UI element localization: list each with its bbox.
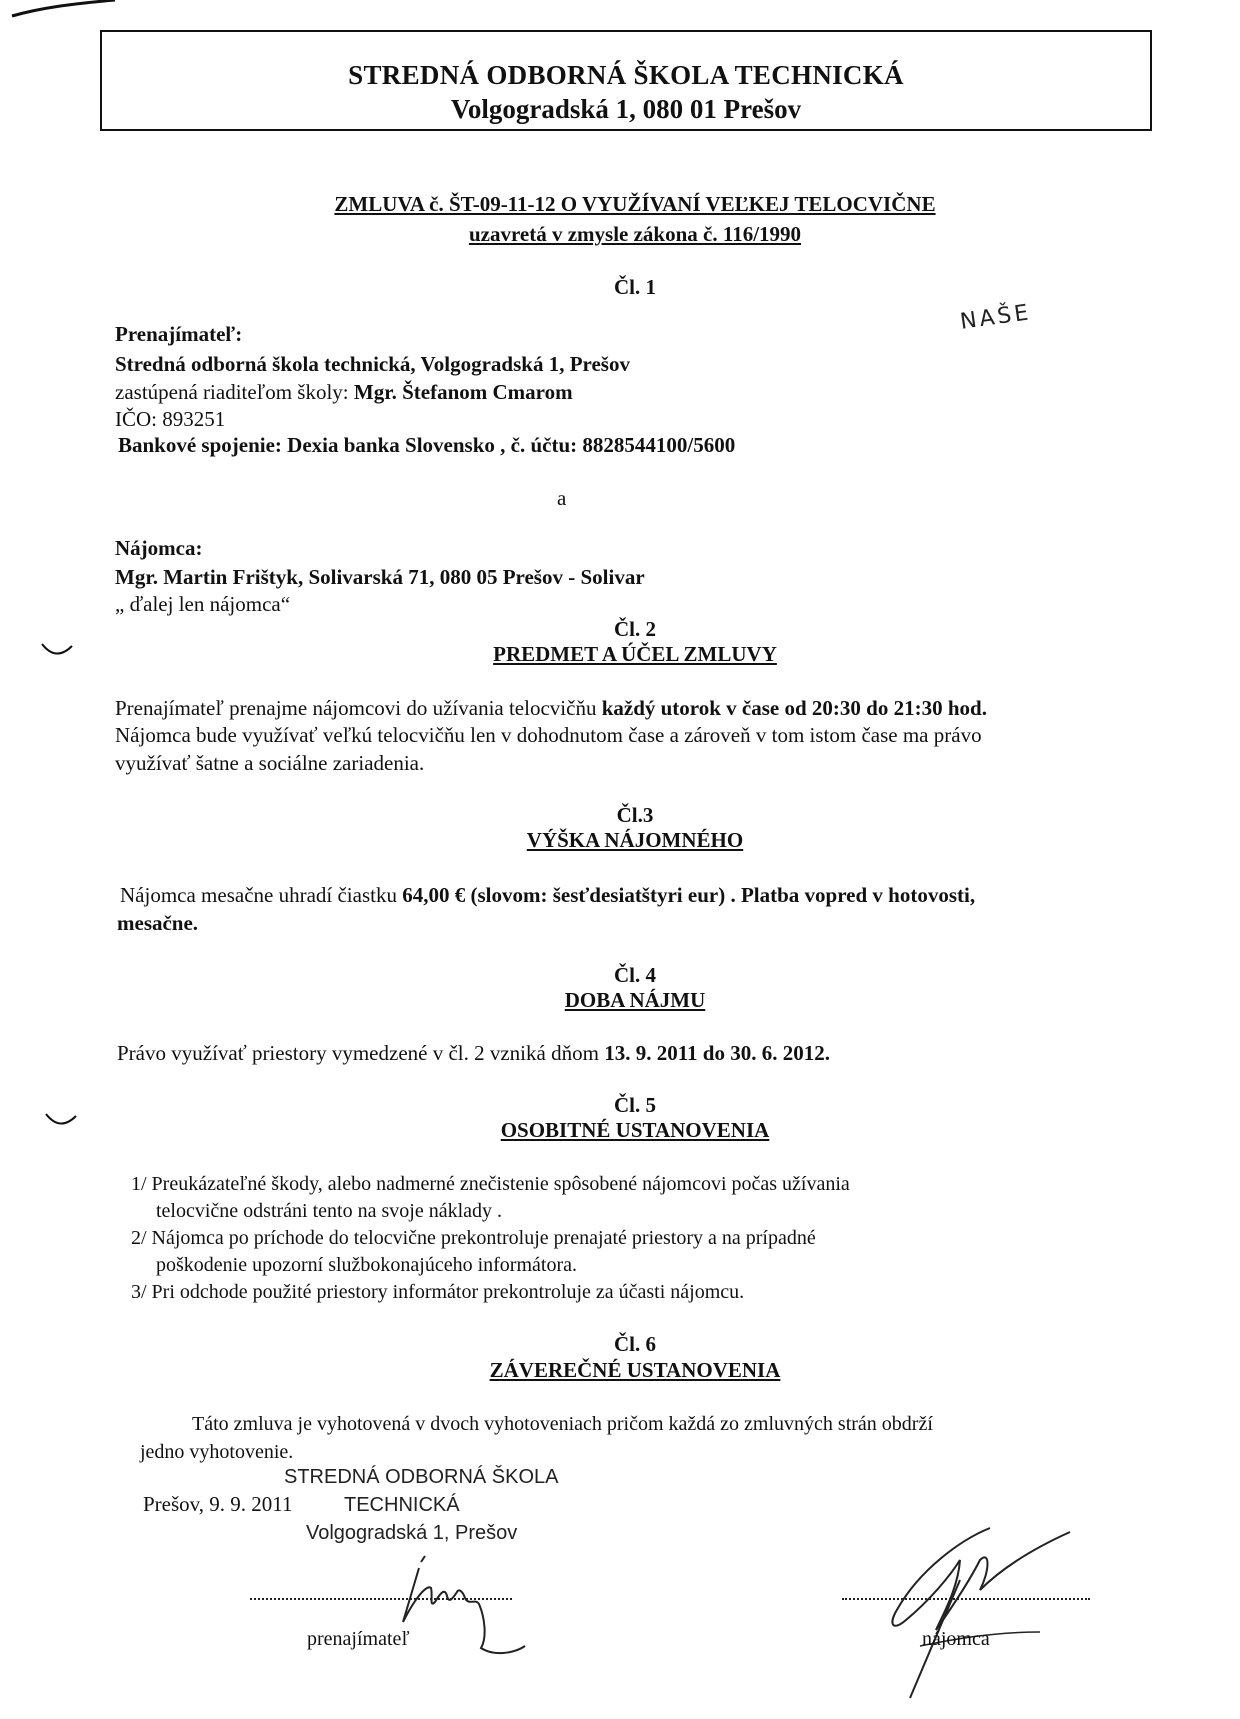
article1-heading: Čl. 1	[614, 275, 656, 299]
landlord-ico: IČO: 893251	[115, 407, 226, 431]
tenant-signature-line	[842, 1598, 1090, 1600]
article4-line1	[117, 1041, 830, 1066]
landlord-signature	[395, 1548, 545, 1658]
article5-item2-line2: poškodenie upozorní službokonajúceho informátora.	[156, 1254, 577, 1276]
article6-line2: jedno vyhotovenie.	[140, 1441, 294, 1463]
article4-line1-bold: 13. 9. 2011 do 30. 6. 2012.	[604, 1041, 830, 1065]
stamp-line1: STREDNÁ ODBORNÁ ŠKOLA	[284, 1466, 559, 1488]
landlord-name: Stredná odborná škola technická, Volgogradská 1, Prešov	[115, 352, 630, 376]
tenant-alias: „ ďalej len nájomca“	[115, 592, 291, 616]
article5-item1-line1: 1/ Preukázateľné škody, alebo nadmerné znečistenie spôsobené nájomcovi počas užívania	[131, 1173, 850, 1195]
article3-line1-text: Nájomca mesačne uhradí čiastku	[120, 883, 403, 907]
contract-subtitle: uzavretá v zmysle zákona č. 116/1990	[468, 222, 802, 246]
article2-line2: Nájomca bude využívať veľkú telocvičňu len v dohodnutom čase a zároveň v tom istom čase ma právo	[115, 723, 982, 747]
handwritten-note: NAŠE	[958, 300, 1033, 335]
represented-prefix: zastúpená riaditeľom školy:	[115, 380, 354, 404]
tenant-name: Mgr. Martin Frištyk, Solivarská 71, 080 05 Prešov - Solivar	[115, 565, 645, 589]
school-address: Volgogradská 1, 080 01 Prešov	[450, 94, 802, 124]
article2-line3: využívať šatne a sociálne zariadenia.	[115, 751, 425, 775]
article3-title: VÝŠKA NÁJOMNÉHO	[526, 828, 744, 852]
article3-line1	[120, 883, 975, 908]
stamp-line2: TECHNICKÁ	[344, 1494, 460, 1516]
article2-heading: Čl. 2	[614, 617, 656, 641]
scan-mark	[10, 0, 120, 20]
article5-heading: Čl. 5	[614, 1093, 656, 1117]
article3-line2: mesačne.	[117, 911, 199, 935]
contract-title: ZMLUVA č. ŠT-09-11-12 O VYUŽÍVANÍ VEĽKEJ TELOCVIČNE	[334, 192, 936, 216]
article5-item3: 3/ Pri odchode použité priestory informátor prekontroluje za účasti nájomcu.	[131, 1281, 745, 1303]
tenant-label: Nájomca:	[115, 536, 203, 560]
article3-line1-bold: 64,00 € (slovom: šesťdesiatštyri eur) . Platba vopred v hotovosti,	[402, 883, 976, 907]
article5-title: OSOBITNÉ USTANOVENIA	[500, 1118, 770, 1142]
place-date: Prešov, 9. 9. 2011	[143, 1492, 293, 1516]
article4-heading: Čl. 4	[614, 963, 656, 987]
landlord-bank: Bankové spojenie: Dexia banka Slovensko , č. účtu: 8828544100/5600	[118, 433, 736, 457]
stamp-line3: Volgogradská 1, Prešov	[306, 1522, 518, 1544]
tenant-caption: nájomca	[922, 1628, 990, 1650]
landlord-label: Prenajímateľ:	[115, 322, 243, 346]
represented-name: Mgr. Štefanom Cmarom	[353, 380, 573, 404]
landlord-represented	[115, 380, 573, 405]
tenant-signature	[840, 1520, 1080, 1700]
article2-line1	[115, 696, 987, 721]
article2-title: PREDMET A ÚČEL ZMLUVY	[493, 642, 777, 666]
article6-line1: Táto zmluva je vyhotovená v dvoch vyhotoveniach pričom každá zo zmluvných strán obdrží	[192, 1413, 933, 1435]
article4-line1-text: Právo využívať priestory vymedzené v čl. 2 vzniká dňom	[117, 1041, 605, 1065]
article2-line1-text: Prenajímateľ prenajme nájomcovi do užívania telocvičňu	[115, 696, 602, 720]
article4-title: DOBA NÁJMU	[564, 988, 706, 1012]
article2-line1-bold: každý utorok v čase od 20:30 do 21:30 hod.	[601, 696, 987, 720]
article6-title: ZÁVEREČNÉ USTANOVENIA	[489, 1358, 781, 1382]
article3-heading: Čl.3	[616, 803, 654, 827]
article5-item1-line2: telocvične odstráni tento na svoje náklady .	[156, 1200, 503, 1222]
landlord-caption: prenajímateľ	[307, 1628, 410, 1650]
article6-heading: Čl. 6	[614, 1332, 656, 1356]
header-box	[100, 30, 1152, 131]
and-conjunction: a	[557, 486, 567, 510]
school-name: STREDNÁ ODBORNÁ ŠKOLA TECHNICKÁ	[348, 60, 904, 90]
landlord-signature-line	[250, 1598, 512, 1600]
article5-item2-line1: 2/ Nájomca po príchode do telocvične prekontroluje prenajaté priestory a na prípadné	[131, 1227, 816, 1249]
